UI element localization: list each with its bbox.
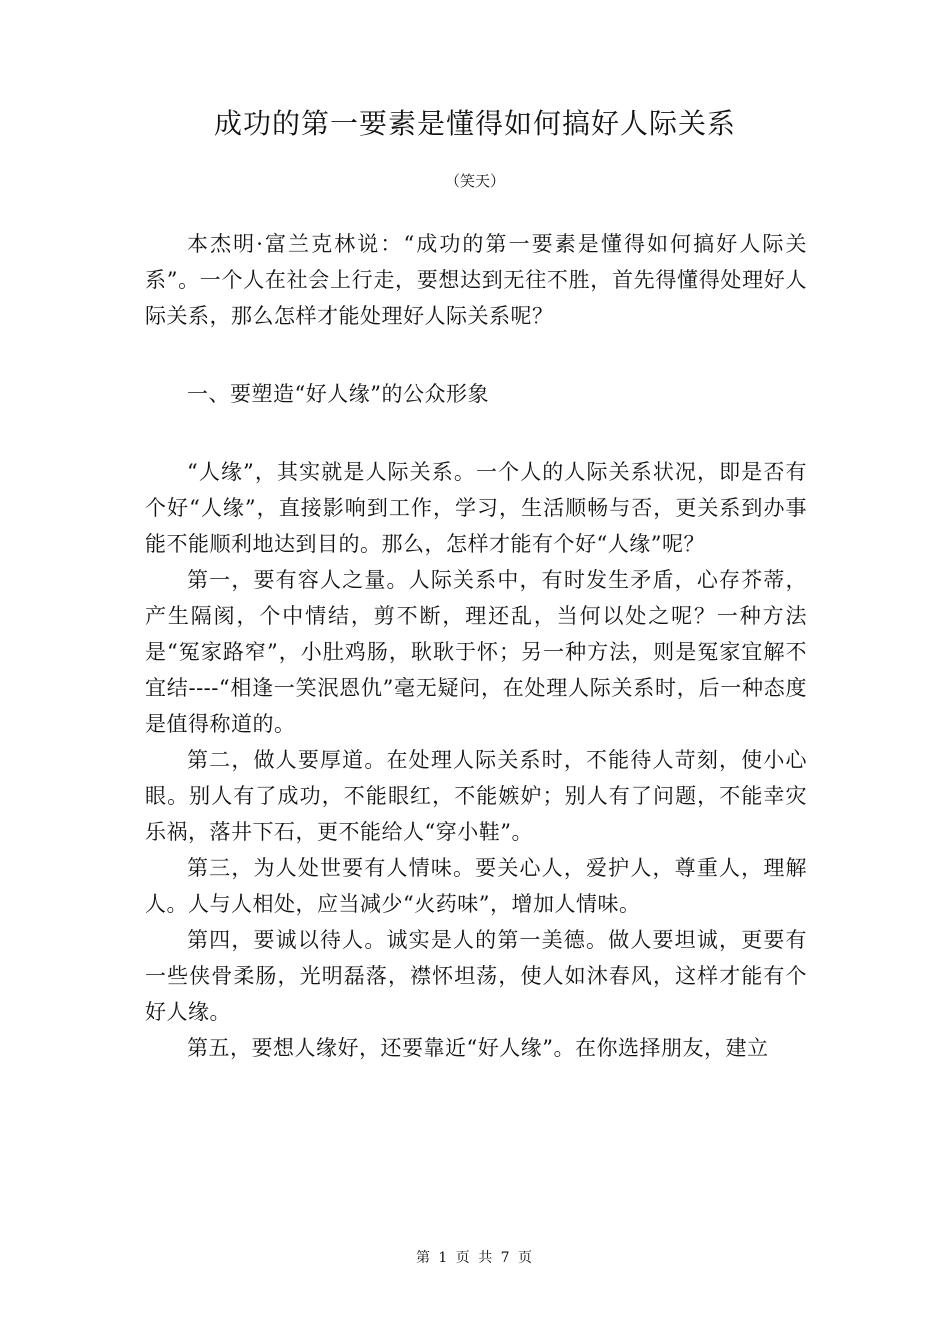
paragraph-point-3: 第三，为人处世要有人情味。要关心人，爱护人，尊重人，理解人。人与人相处，应当减少“火药味”，增加人情味。: [145, 856, 807, 916]
paragraph-point-5: 第五，要想人缘好，还要靠近“好人缘”。在你选择朋友，建立: [187, 1036, 769, 1060]
paragraph-point-4: 第四，要诚以待人。诚实是人的第一美德。做人要坦诚，更要有一些侠骨柔肠，光明磊落，襟怀坦荡，使人如沐春风，这样才能有个好人缘。: [145, 928, 807, 1024]
document-title: 成功的第一要素是懂得如何搞好人际关系: [213, 107, 736, 140]
author-line: （笑天）: [444, 172, 505, 190]
document-body: [145, 226, 807, 1066]
paragraph-renyuan: “人缘”，其实就是人际关系。一个人的人际关系状况，即是否有个好“人缘”，直接影响到工作，学习，生活顺畅与否，更关系到办事能不能顺利地达到目的。那么，怎样才能有个好“人缘”呢？: [145, 460, 807, 556]
paragraph-intro: 本杰明·富兰克林说：“成功的第一要素是懂得如何搞好人际关系”。一个人在社会上行走，要想达到无往不胜，首先得懂得处理好人际关系，那么怎样才能处理好人际关系呢？: [145, 232, 807, 328]
section-heading: 一、要塑造“好人缘”的公众形象: [187, 382, 489, 406]
paragraph-point-2: 第二，做人要厚道。在处理人际关系时，不能待人苛刻，使小心眼。别人有了成功，不能眼红，不能嫉妒；别人有了问题，不能幸灾乐祸，落井下石，更不能给人“穿小鞋”。: [145, 748, 807, 844]
paragraph-point-1: 第一，要有容人之量。人际关系中，有时发生矛盾，心存芥蒂，产生隔阂，个中情结，剪不断，理还乱，当何以处之呢？一种方法是“冤家路窄”，小肚鸡肠，耿耿于怀；另一种方法，则是冤家宜解不宜结----“相逢一笑泯恩仇”毫无疑问，在处理人际关系时，后一种态度是值得称道的。: [145, 568, 807, 736]
page-footer: 第 1 页 共 7 页: [415, 1250, 535, 1266]
